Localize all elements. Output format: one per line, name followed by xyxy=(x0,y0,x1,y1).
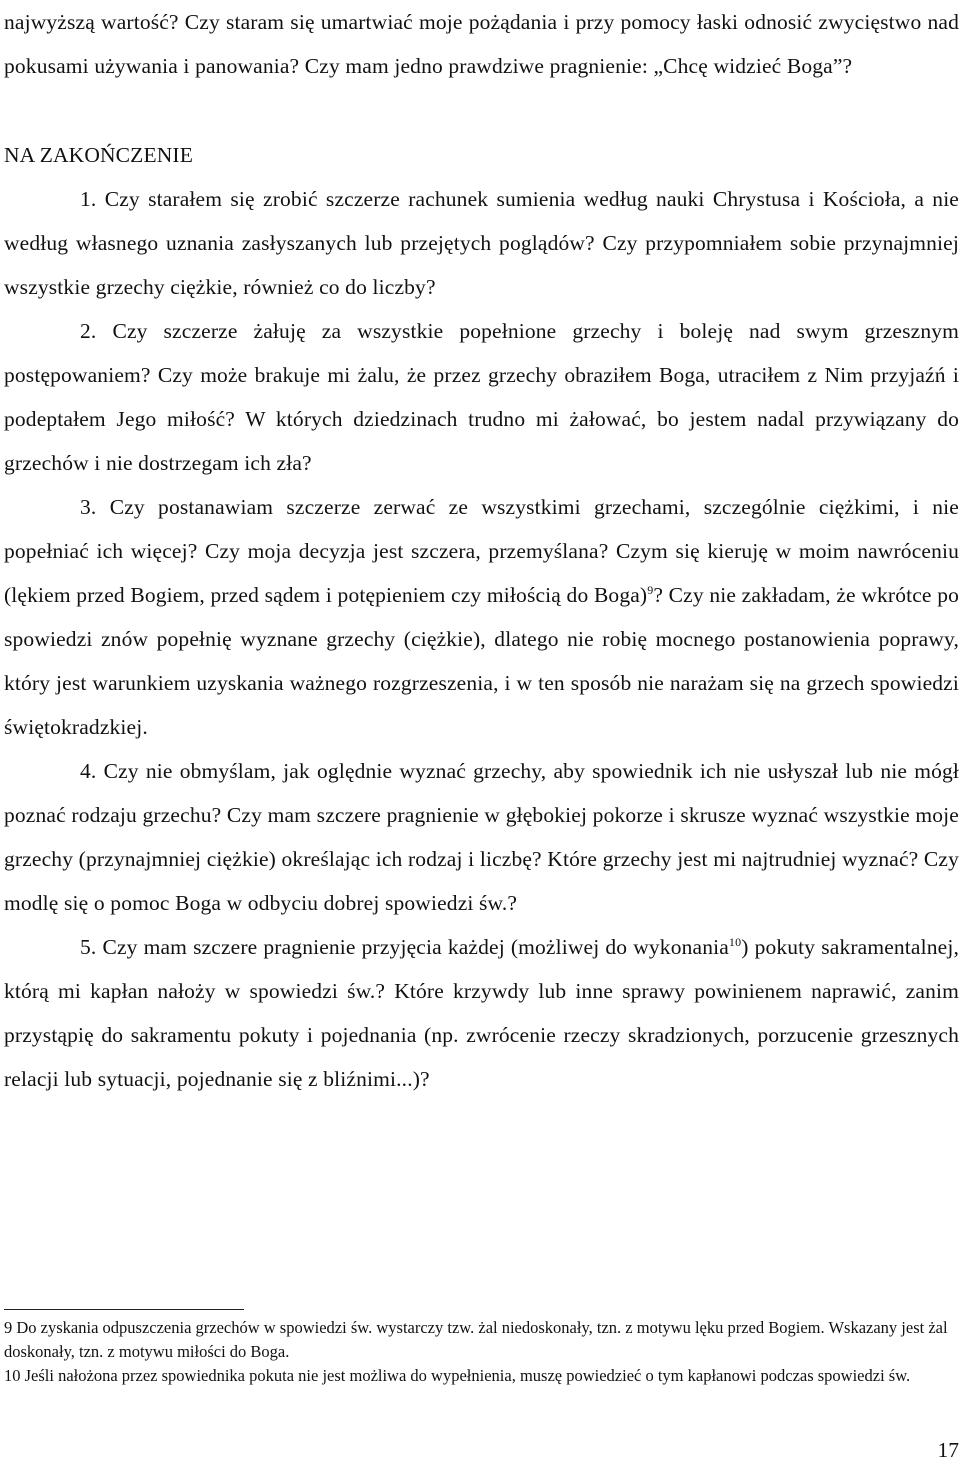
footnote-ref-9: 9 xyxy=(647,582,654,597)
footnote-9: 9 Do zyskania odpuszczenia grzechów w spowiedzi św. wystarczy tzw. żal niedoskonały, tzn. z motywu lęku przed Bogiem. Wskazany jest żal doskonały, tzn. z motywu miłości do Boga. xyxy=(4,1318,948,1361)
item-3-number: 3. xyxy=(80,495,97,519)
item-3-paragraph xyxy=(4,485,959,749)
footnote-divider xyxy=(4,1309,244,1310)
item-1-text: Czy starałem się zrobić szczerze rachunek sumienia według nauki Chrystusa i Kościoła, a nie według własnego uznania zasłyszanych lub przejętych poglądów? Czy przypomniałem sobie przynajmniej wszystkie grzechy ciężkie, również co do liczby? xyxy=(4,187,960,299)
item-4-text: Czy nie obmyślam, jak oględnie wyznać grzechy, aby spowiednik ich nie usłyszał lub nie mógł poznać rodzaju grzechu? Czy mam szczere pragnienie w głębokiej pokorze i skrusze wyznać wszystkie moje grzechy (przynajmniej ciężkie) określając ich rodzaj i liczbę? Które grzechy jest mi najtrudniej wyznać? Czy modlę się o pomoc Boga w odbyciu dobrej spowiedzi św.? xyxy=(4,759,959,915)
section-heading: NA ZAKOŃCZENIE xyxy=(4,143,194,167)
intro-paragraph: najwyższą wartość? Czy staram się umartwiać moje pożądania i przy pomocy łaski odnosić zwycięstwo nad pokusami używania i panowania? Czy mam jedno prawdziwe pragnienie: „Chcę widzieć Boga”? xyxy=(4,10,959,78)
item-1-paragraph xyxy=(4,177,959,309)
page-number: 17 xyxy=(937,1438,959,1462)
item-4-paragraph xyxy=(4,749,959,925)
item-2-paragraph xyxy=(4,309,959,485)
item-4-number: 4. xyxy=(80,759,97,783)
footnote-ref-10: 10 xyxy=(728,934,742,949)
item-5-text-before-footnote: Czy mam szczere pragnienie przyjęcia każdej (możliwej do wykonania xyxy=(102,935,729,959)
item-3-text-before-footnote: Czy postanawiam szczerze zerwać ze wszystkimi grzechami, szczególnie ciężkimi, i nie popełniać ich więcej? Czy moja decyzja jest szczera, przemyślana? Czym się kieruję w moim nawróceniu (lękiem przed Bogiem, przed sądem i potępieniem czy miłością do Boga) xyxy=(4,495,959,607)
item-5-paragraph xyxy=(4,925,959,1101)
item-2-text: Czy szczerze żałuję za wszystkie popełnione grzechy i boleję nad swym grzesznym postępowaniem? Czy może brakuje mi żalu, że przez grzechy obraziłem Boga, utraciłem z Nim przyjaźń i podeptałem Jego miłość? W których dziedzinach trudno mi żałować, bo jestem nadal przywiązany do grzechów i nie dostrzegam ich zła? xyxy=(4,319,959,475)
document-page xyxy=(4,0,959,1470)
item-2-number: 2. xyxy=(80,319,97,343)
footnote-10: 10 Jeśli nałożona przez spowiednika pokuta nie jest możliwa do wypełnienia, muszę powiedzieć o tym kapłanowi podczas spowiedzi św. xyxy=(4,1366,911,1385)
footnotes xyxy=(4,1316,959,1388)
main-text xyxy=(4,0,959,1101)
item-3-text-after-footnote: ? Czy nie zakładam, że wkrótce po spowiedzi znów popełnię wyznane grzechy (ciężkie), dlatego nie robię mocnego postanowienia poprawy, który jest warunkiem uzyskania ważnego rozgrzeszenia, i w ten sposób nie narażam się na grzech spowiedzi świętokradzkiej. xyxy=(4,583,960,739)
item-1-number: 1. xyxy=(80,187,97,211)
item-5-text-after-footnote: ) pokuty sakramentalnej, którą mi kapłan nałoży w spowiedzi św.? Które krzywdy lub inne sprawy powinienem naprawić, zanim przystąpię do sakramentu pokuty i pojednania (np. zwrócenie rzeczy skradzionych, porzucenie grzesznych relacji lub sytuacji, pojednanie się z bliźnimi...)? xyxy=(4,935,959,1091)
item-5-number: 5. xyxy=(80,935,97,959)
